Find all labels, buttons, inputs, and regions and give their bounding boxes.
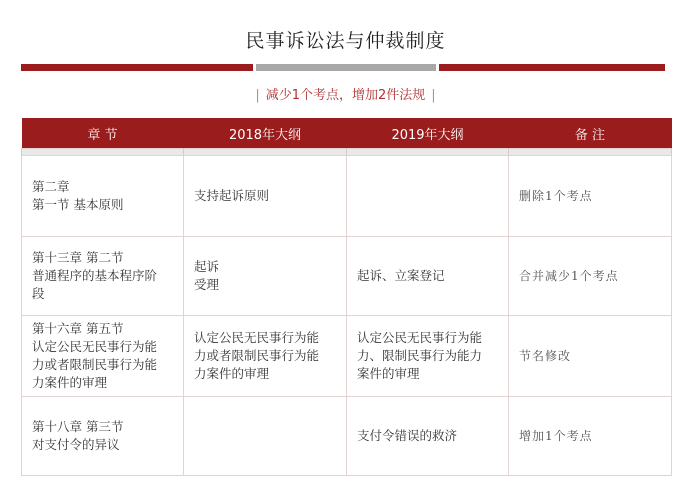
subtitle-separator-left: | (255, 88, 260, 103)
table-row (22, 316, 672, 397)
outline-2018-cell (184, 316, 347, 397)
header-note: 备 注 (509, 118, 672, 149)
table-row (22, 237, 672, 316)
outline-2019-line: 认定公民无民事行为能 (357, 330, 483, 345)
chapter-cell (22, 156, 184, 237)
chapter-line: 段 (32, 286, 45, 301)
note-cell: 删除1个考点 (509, 156, 672, 237)
title-divider-right (439, 64, 665, 71)
outline-2019-line: 起诉、立案登记 (357, 268, 445, 283)
table-header-row (22, 118, 672, 149)
spacer-cell (347, 149, 509, 156)
chapter-line: 普通程序的基本程序阶 (32, 268, 158, 283)
chapter-line: 对支付令的异议 (32, 437, 120, 452)
chapter-line: 力或者限制民事行为能 (32, 357, 158, 372)
outline-2018-line: 认定公民无民事行为能 (194, 330, 320, 345)
chapter-line: 第二章 (32, 179, 70, 194)
outline-2019-cell (347, 237, 509, 316)
chapter-line: 第十八章 第三节 (32, 419, 124, 434)
outline-2018-line: 起诉 (194, 259, 220, 274)
chapter-cell (22, 397, 184, 476)
table-row (22, 397, 672, 476)
outline-comparison-table (21, 118, 672, 476)
chapter-line: 第十三章 第二节 (32, 250, 124, 265)
outline-2019-line: 案件的审理 (357, 366, 420, 381)
outline-2018-line: 受理 (194, 277, 220, 292)
chapter-line: 认定公民无民事行为能 (32, 339, 158, 354)
header-spacer-row (22, 149, 672, 156)
outline-2019-cell (347, 156, 509, 237)
note-cell: 增加1个考点 (509, 397, 672, 476)
outline-2019-cell (347, 397, 509, 476)
subtitle-separator-right: | (431, 88, 436, 103)
table-row (22, 156, 672, 237)
chapter-line: 力案件的审理 (32, 375, 108, 390)
header-2019: 2019年大纲 (347, 118, 509, 149)
chapter-cell (22, 316, 184, 397)
note-cell: 合并减少1个考点 (509, 237, 672, 316)
outline-2018-cell (184, 156, 347, 237)
outline-2018-cell (184, 397, 347, 476)
outline-2019-line: 支付令错误的救济 (357, 428, 458, 443)
chapter-line: 第十六章 第五节 (32, 321, 124, 336)
spacer-cell (509, 149, 672, 156)
outline-2019-line: 力、限制民事行为能力 (357, 348, 483, 363)
header-2018: 2018年大纲 (184, 118, 347, 149)
title-divider-middle (256, 64, 436, 71)
title-divider-left (21, 64, 253, 71)
outline-2018-cell (184, 237, 347, 316)
outline-2018-line: 力案件的审理 (194, 366, 270, 381)
outline-2019-cell (347, 316, 509, 397)
header-chapter: 章 节 (22, 118, 184, 149)
chapter-cell (22, 237, 184, 316)
subtitle (0, 84, 691, 103)
spacer-cell (22, 149, 184, 156)
note-cell: 节名修改 (509, 316, 672, 397)
page-title: 民事诉讼法与仲裁制度 (245, 30, 446, 52)
outline-2018-line: 力或者限制民事行为能 (194, 348, 320, 363)
spacer-cell (184, 149, 347, 156)
chapter-line: 第一节 基本原则 (32, 197, 124, 212)
outline-2018-line: 支持起诉原则 (194, 188, 270, 203)
subtitle-text: 减少1个考点，增加2件法规 (265, 88, 426, 103)
